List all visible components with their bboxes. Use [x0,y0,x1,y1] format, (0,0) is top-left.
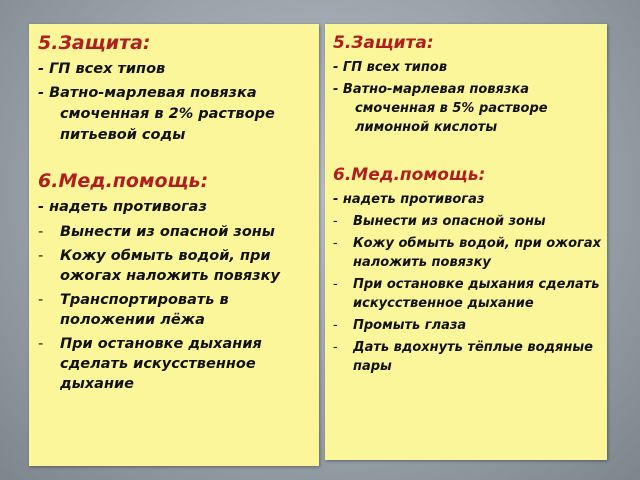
list-marker: - [333,236,338,251]
medical-aid-list [38,222,313,394]
list-marker: - [333,318,338,333]
list-item [38,246,313,286]
list-item [333,275,601,313]
medical-aid-intro: - надеть противогаз [333,192,485,207]
list-item-text: При остановке дыхания сделать искусственное дыхание [353,277,600,311]
medical-aid-list [333,212,601,376]
list-item [38,334,313,394]
protection-item: - Ватно-марлевая повязка смоченная в 2% растворе питьевой соды [38,85,275,143]
list-marker: - [333,277,338,292]
list-item [333,316,601,335]
medical-aid-heading: 6.Мед.помощь: [38,170,209,192]
list-item-text: Кожу обмыть водой, при ожогах наложить повязку [353,236,601,270]
list-item-text: При остановке дыхания сделать искусственное дыхание [60,336,262,392]
list-item [38,290,313,330]
left-panel [29,24,319,466]
list-item [38,222,313,242]
list-marker: - [38,336,44,352]
list-marker: - [38,292,44,308]
protection-item: - ГП всех типов [38,61,166,77]
medical-aid-heading: 6.Мед.помощь: [333,165,486,185]
list-item-text: Вынести из опасной зоны [60,224,275,240]
list-marker: - [333,214,338,229]
protection-heading: 5.Защита: [333,33,434,53]
list-item-text: Кожу обмыть водой, при ожогах наложить повязку [60,248,280,284]
list-item-text: Промыть глаза [353,318,467,333]
protection-heading: 5.Защита: [38,32,151,54]
list-item-text: Транспортировать в положении лёжа [60,292,229,328]
list-item [333,212,601,231]
list-marker: - [333,340,338,355]
list-item-text: Дать вдохнуть тёплые водяные пары [353,340,593,374]
list-marker: - [38,248,44,264]
protection-item: - Ватно-марлевая повязка смоченная в 5% растворе лимонной кислоты [333,82,548,135]
list-item-text: Вынести из опасной зоны [353,214,546,229]
list-marker: - [38,224,44,240]
medical-aid-intro: - надеть противогаз [38,199,207,215]
right-panel [325,24,607,460]
list-item [333,234,601,272]
protection-item: - ГП всех типов [333,60,448,75]
list-item [333,338,601,376]
